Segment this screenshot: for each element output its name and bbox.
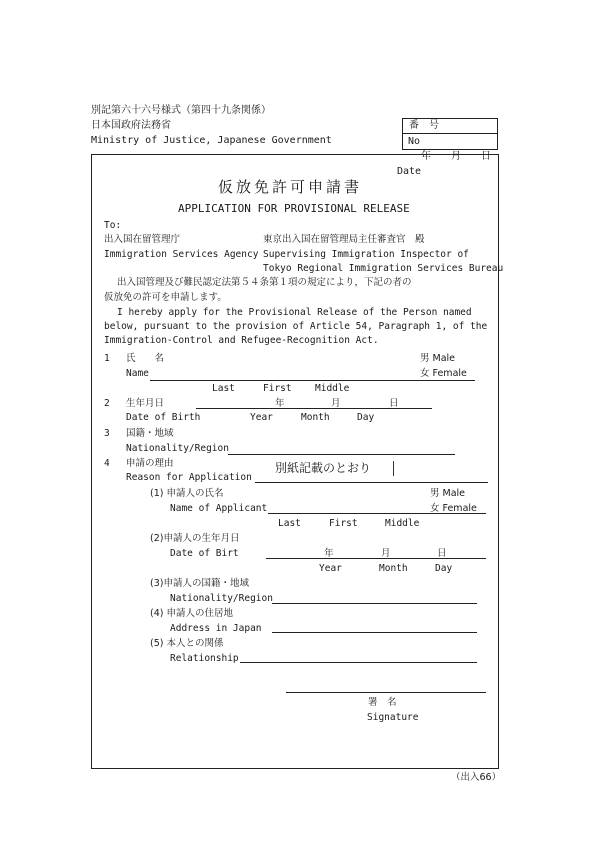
relationship-label-jp: (5) 本人との関係: [150, 638, 224, 649]
applicant-first: First: [329, 518, 358, 529]
item-1-label-jp: 氏 名: [126, 353, 165, 364]
applicant-birth-field-line[interactable]: [266, 558, 486, 559]
name-field-line[interactable]: [150, 380, 418, 381]
applicant-name-label-jp: (1) 申請人の氏名: [150, 488, 224, 499]
relationship-label-en: Relationship: [170, 653, 239, 664]
birthdate-field-line[interactable]: [196, 408, 432, 409]
form-code: （出入66）: [451, 772, 502, 783]
item-2-year-jp: 年: [275, 398, 285, 409]
intro-jp-1: 出入国管理及び難民認定法第５４条第１項の規定により，下記の者の: [117, 277, 412, 288]
signature-label-en: Signature: [367, 712, 419, 723]
signature-line[interactable]: [286, 692, 486, 693]
item-4-label-en: Reason for Application: [126, 472, 252, 483]
item-2-month-jp: 月: [331, 398, 341, 409]
applicant-birth-year: Year: [319, 563, 342, 574]
agency-en: Immigration Services Agency: [104, 249, 259, 260]
item-3-label-jp: 国籍・地域: [126, 428, 174, 439]
nationality-field-line[interactable]: [228, 454, 455, 455]
applicant-birth-month-jp: 月: [381, 548, 391, 559]
item-1-middle: Middle: [315, 383, 350, 394]
agency-jp: 出入国在留管理庁: [104, 234, 181, 245]
applicant-address-label-jp: (4) 申請人の住居地: [150, 608, 233, 619]
applicant-birth-label-en: Date of Birt: [170, 548, 239, 559]
item-3-label-en: Nationality/Region: [126, 443, 229, 454]
item-2-day-jp: 日: [389, 398, 399, 409]
applicant-nationality-label-en: Nationality/Region: [170, 593, 273, 604]
intro-en-3: Immigration-Control and Refugee-Recognition Act.: [104, 335, 379, 346]
item-1-male[interactable]: 男 Male: [420, 353, 456, 364]
applicant-name-label-en: Name of Applicant: [170, 503, 268, 514]
intro-en-2: below, pursuant to the provision of Article 54, Paragraph 1, of the: [104, 321, 488, 332]
applicant-last: Last: [278, 518, 301, 529]
inspector-jp: 東京出入国在留管理局主任審査官 殿: [263, 234, 425, 245]
item-2-label-jp: 生年月日: [126, 398, 165, 409]
applicant-birth-year-jp: 年: [324, 548, 334, 559]
title-jp: 仮放免許可申請書: [218, 178, 363, 196]
ministry-jp: 日本国政府法務省: [91, 120, 171, 131]
form-reference: 別記第六十六号様式（第四十九条関係）: [91, 105, 271, 116]
applicant-nationality-field-line[interactable]: [272, 603, 477, 604]
number-label-jp: 番 号: [409, 120, 439, 131]
intro-jp-2: 仮放免の許可を申請します。: [104, 292, 227, 303]
inspector-en-2: Tokyo Regional Immigration Services Bureau: [263, 263, 504, 274]
date-label-jp: 年 月 日: [421, 151, 491, 162]
inspector-en-1: Supervising Immigration Inspector of: [263, 249, 469, 260]
item-2-year: Year: [250, 412, 273, 423]
intro-en-1: I hereby apply for the Provisional Release of the Person named: [117, 307, 472, 318]
item-1-female[interactable]: 女 Female: [420, 368, 467, 379]
item-2-month: Month: [301, 412, 330, 423]
ministry-en: Ministry of Justice, Japanese Government: [91, 135, 332, 146]
applicant-birth-day: Day: [435, 563, 453, 574]
applicant-female[interactable]: 女 Female: [430, 503, 477, 514]
item-2-day: Day: [357, 412, 375, 423]
relationship-field-line[interactable]: [240, 662, 477, 663]
item-1-first: First: [263, 383, 292, 394]
to-label: To:: [104, 220, 122, 231]
applicant-name-field-line[interactable]: [268, 513, 428, 514]
applicant-birth-label-jp: (2)申請人の生年月日: [150, 533, 240, 544]
item-4-number: 4: [104, 458, 110, 469]
item-1-last: Last: [212, 383, 235, 394]
reason-field-line: [255, 482, 488, 483]
sex-field-line: [418, 380, 475, 381]
applicant-address-label-en: Address in Japan: [170, 623, 262, 634]
applicant-nationality-label-jp: (3)申請人の国籍・地域: [150, 578, 249, 589]
applicant-address-field-line[interactable]: [272, 632, 477, 633]
applicant-middle: Middle: [385, 518, 420, 529]
item-4-label-jp: 申請の理由: [126, 458, 174, 469]
date-label-en: Date: [397, 166, 422, 177]
item-1-label-en: Name: [126, 368, 149, 379]
item-1-number: 1: [104, 353, 110, 364]
applicant-sex-line: [428, 513, 486, 514]
item-2-number: 2: [104, 398, 110, 409]
applicant-birth-day-jp: 日: [437, 548, 447, 559]
applicant-birth-month: Month: [379, 563, 408, 574]
applicant-male[interactable]: 男 Male: [430, 488, 466, 499]
title-en: APPLICATION FOR PROVISIONAL RELEASE: [178, 202, 410, 215]
signature-label-jp: 署 名: [368, 697, 397, 708]
item-3-number: 3: [104, 428, 110, 439]
reason-value[interactable]: 別紙記載のとおり: [275, 461, 372, 475]
number-label-en: No: [408, 136, 421, 147]
item-2-label-en: Date of Birth: [126, 412, 201, 423]
